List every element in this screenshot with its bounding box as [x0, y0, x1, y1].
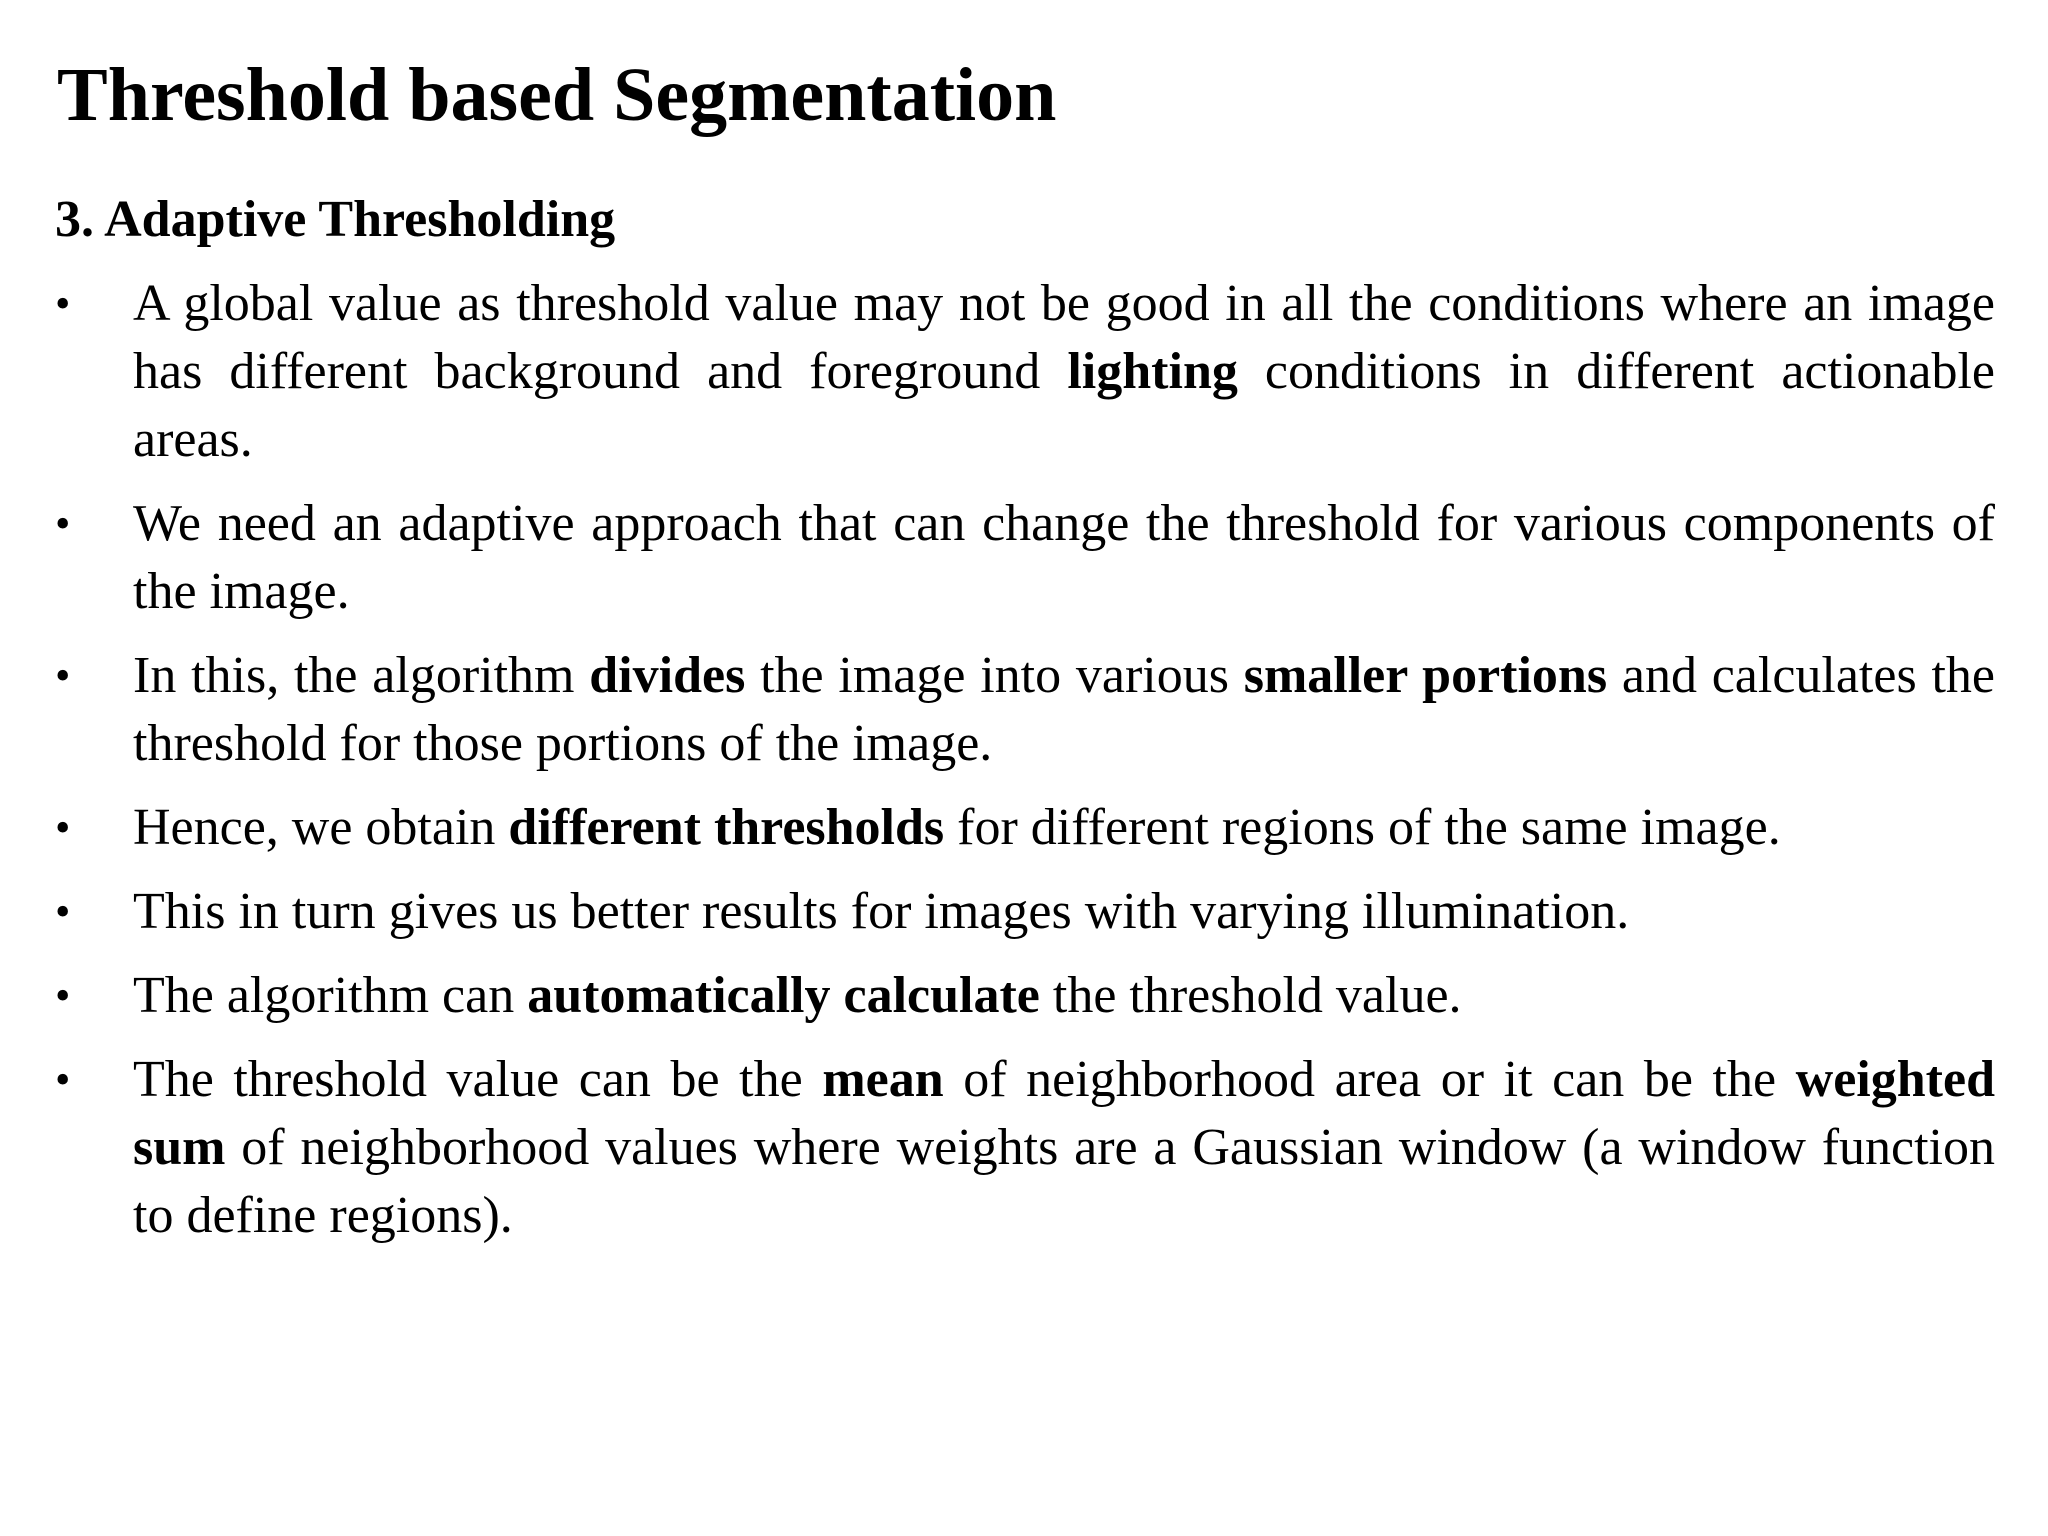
- bullet-text: We need an adaptive approach that can change the threshold for various components of the image.: [133, 495, 1995, 620]
- bullet-text: The threshold value can be the: [133, 1051, 823, 1108]
- bullet-text-bold: weighted sum: [133, 1051, 1995, 1176]
- bullet-icon: •: [55, 1055, 71, 1104]
- bullet-text: of neighborhood values where weights are a Gaussian window (a window function to define regions).: [133, 1119, 1995, 1244]
- bullet-text: This in turn gives us better results for images with varying illumination.: [133, 883, 1630, 940]
- bullet-text: conditions in different actionable areas.: [133, 343, 1995, 468]
- bullet-item: [55, 1046, 1995, 1250]
- section-heading: 3. Adaptive Thresholding: [55, 191, 616, 248]
- bullet-text-bold: automatically calculate: [527, 967, 1040, 1024]
- bullet-item: [55, 642, 1995, 778]
- bullet-text: and calculates the threshold for those portions of the image.: [133, 647, 1995, 772]
- bullet-text-bold: different thresholds: [508, 799, 945, 856]
- bullet-item: [55, 270, 1995, 474]
- bullet-icon: •: [55, 887, 71, 936]
- bullet-text-bold: divides: [589, 647, 746, 704]
- bullet-text: Hence, we obtain: [133, 799, 509, 856]
- bullet-icon: •: [55, 803, 71, 852]
- bullet-text-bold: mean: [822, 1051, 944, 1108]
- bullet-text: In this, the algorithm: [133, 647, 590, 704]
- bullet-item: [55, 490, 1995, 626]
- bullet-icon: •: [55, 279, 71, 328]
- bullet-icon: •: [55, 971, 71, 1020]
- bullet-icon: •: [55, 499, 71, 548]
- bullet-item: [55, 794, 1995, 862]
- bullet-text: the threshold value.: [1039, 967, 1462, 1024]
- bullet-text: the image into various: [745, 647, 1244, 704]
- bullet-text: of neighborhood area or it can be the: [943, 1051, 1796, 1108]
- bullet-text: A global value as threshold value may not be good in all the conditions where an image has different background and foreground: [133, 275, 1995, 400]
- bullet-item: [55, 962, 1995, 1030]
- bullet-text-bold: lighting: [1067, 343, 1238, 400]
- bullet-text-bold: smaller portions: [1243, 647, 1608, 704]
- bullet-text: for different regions of the same image.: [944, 799, 1781, 856]
- slide-title: Threshold based Segmentation: [57, 53, 1057, 137]
- bullet-list: [55, 270, 1995, 1266]
- bullet-item: [55, 878, 1995, 946]
- bullet-text: The algorithm can: [133, 967, 528, 1024]
- bullet-icon: •: [55, 651, 71, 700]
